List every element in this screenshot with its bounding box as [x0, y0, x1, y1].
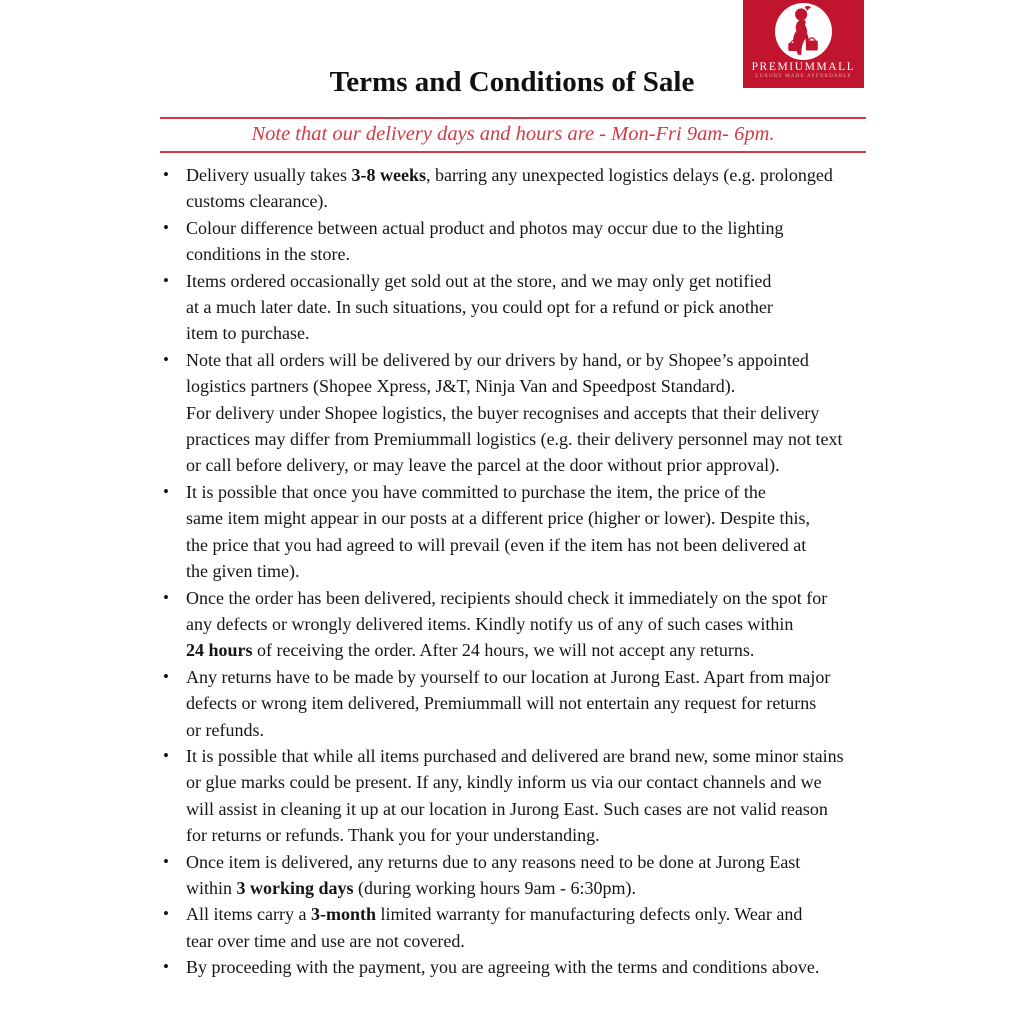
list-item: [160, 849, 872, 902]
bullet-text: It is possible that once you have committed to purchase the item, the price of the same item might appear in our posts at a different price (higher or lower). Despite this, the price that you had agreed to will prevail (even if the item has not been delivered at the given time).: [186, 481, 810, 582]
list-item: [160, 347, 872, 479]
woman-with-shopping-bags-icon: [775, 3, 832, 60]
list-item: [160, 664, 872, 743]
list-item: [160, 954, 872, 980]
bullet-icon: •: [163, 349, 169, 369]
bullet-icon: •: [163, 217, 169, 237]
list-item: [160, 901, 872, 954]
list-item: [160, 479, 872, 585]
bullet-text: Once the order has been delivered, recipients should check it immediately on the spot for any defects or wrongly delivered items. Kindly notify us of any of such cases within 24 hours of receiving the order. After 24 hours, we will not accept any returns.: [186, 587, 828, 661]
bullet-icon: •: [163, 587, 169, 607]
brand-tagline: LUXURY MADE AFFORDABLE: [755, 74, 852, 79]
bullet-text: All items carry a 3-month limited warranty for manufacturing defects only. Wear and tear over time and use are not covered.: [186, 904, 803, 951]
bullet-icon: •: [163, 851, 169, 871]
bullet-text: Any returns have to be made by yourself to our location at Jurong East. Apart from major defects or wrong item delivered, Premiummall will not entertain any request for returns or refunds.: [186, 666, 831, 740]
bullet-icon: •: [163, 957, 169, 977]
delivery-notice-text: Note that our delivery days and hours are - Mon-Fri 9am- 6pm.: [251, 123, 775, 145]
bullet-text: Items ordered occasionally get sold out at the store, and we may only get notified at a much later date. In such situations, you could opt for a refund or pick another item to purchase.: [186, 270, 773, 344]
brand-name: PREMIUMMALL: [751, 61, 856, 73]
bullet-text: Colour difference between actual product and photos may occur due to the lighting conditions in the store.: [186, 217, 784, 265]
bullet-icon: •: [163, 666, 169, 686]
bullet-text: By proceeding with the payment, you are agreeing with the terms and conditions above.: [186, 957, 820, 978]
bullet-icon: •: [163, 165, 169, 184]
terms-list: [160, 162, 872, 981]
list-item: [160, 215, 872, 268]
bullet-text: Delivery usually takes 3-8 weeks, barring any unexpected logistics delays (e.g. prolonged customs clearance).: [186, 165, 833, 212]
list-item: [160, 743, 872, 849]
bullet-icon: •: [163, 481, 169, 501]
page-title: Terms and Conditions of Sale: [329, 66, 695, 98]
bullet-icon: •: [163, 270, 169, 290]
list-item: [160, 162, 872, 215]
list-item: [160, 268, 872, 347]
bullet-icon: •: [163, 904, 169, 924]
list-item: [160, 585, 872, 664]
bullet-icon: •: [163, 745, 169, 765]
delivery-notice-banner: [160, 117, 866, 153]
bullet-text: Note that all orders will be delivered by our drivers by hand, or by Shopee’s appointed logistics partners (Shopee Xpress, J&T, Ninja Van and Speedpost Standard). For delivery under Shopee logistics, the buyer recognises and accepts that their delivery practices may differ from Premiummall logistics (e.g. their delivery personnel may not text or call before delivery, or may leave the parcel at the door without prior approval).: [186, 349, 843, 476]
logo-circle: [775, 3, 832, 60]
bullet-text: It is possible that while all items purchased and delivered are brand new, some minor stains or glue marks could be present. If any, kindly inform us via our contact channels and we will assist in cleaning it up at our location in Jurong East. Such cases are not valid reason for returns or refunds. Thank you for your understanding.: [186, 745, 844, 846]
bullet-text: Once item is delivered, any returns due to any reasons need to be done at Jurong East within 3 working days (during working hours 9am - 6:30pm).: [186, 851, 801, 898]
